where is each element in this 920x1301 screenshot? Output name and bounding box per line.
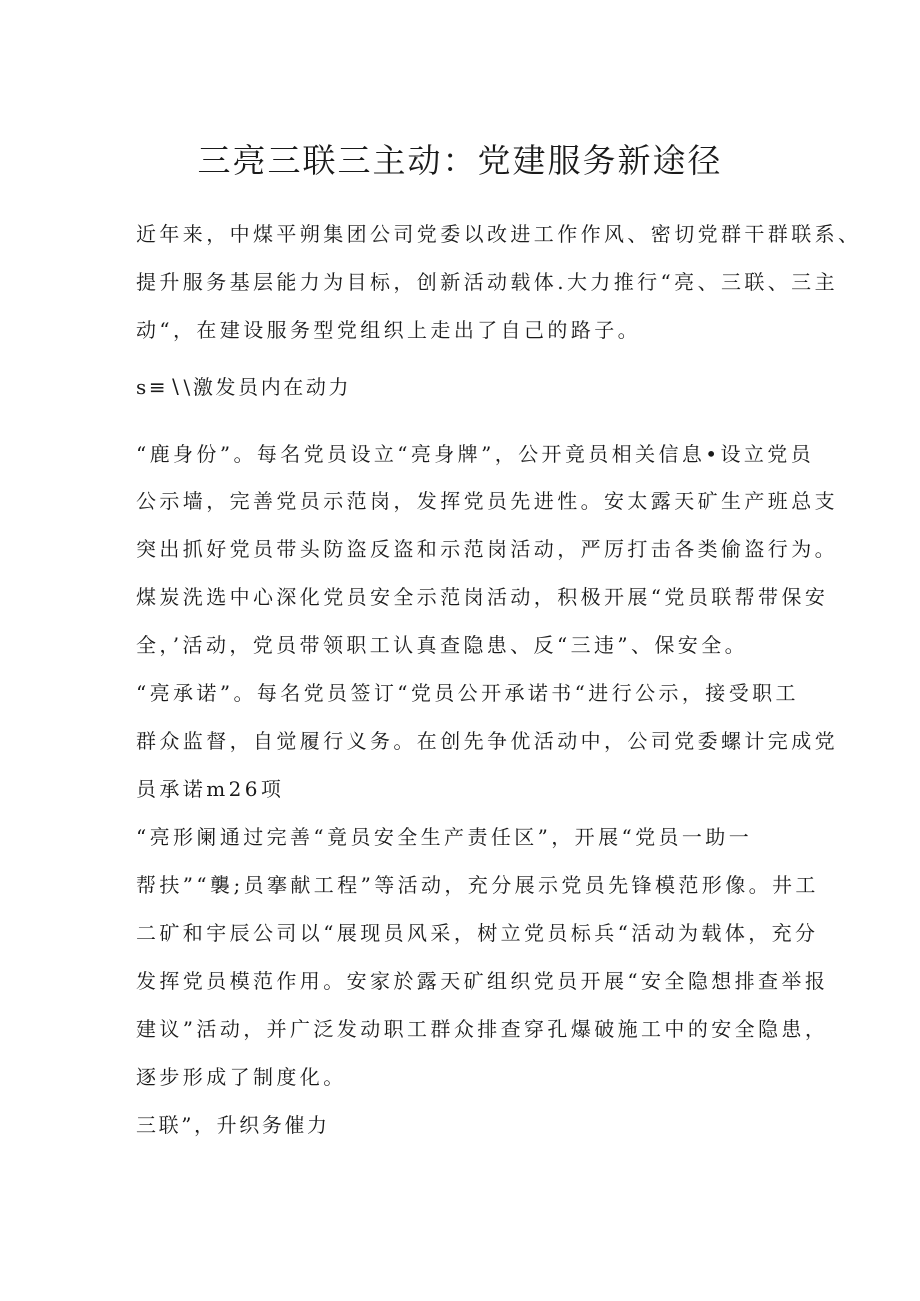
image-line-1: “亮形阑通过完善“竟员安全生产责任区”，开展“党员一助一: [136, 825, 753, 849]
image-line-2: 帮扶”“襲;员搴献工程”等活动，充分展示党员先锋模范形像。井工: [136, 873, 819, 897]
intro-line-1: 近年来，中煤平朔集团公司党委以改进工作作风、密切党群干群联系、: [136, 222, 862, 246]
identity-line-5: 全，’活动，党员带领职工认真查隐患、反“三违”、保安全。: [136, 633, 749, 657]
section-heading-1: s≡∖\激发员内在动力: [136, 375, 352, 399]
image-line-5: 建议”活动，并广泛发动职工群众排查穿孔爆破施工中的安全隐患，: [136, 1017, 829, 1041]
image-line-3: 二矿和宇辰公司以“展现员风采，树立党员标兵“活动为载体，充分: [136, 921, 819, 945]
document-title: 三亮三联三主动：党建服务新途径: [197, 141, 723, 180]
identity-line-1: “鹿身份”。每名党员设立“亮身牌”，公开竟员相关信息•设立党员: [136, 442, 815, 466]
promise-line-3: 员承诺m26项: [136, 777, 285, 801]
promise-line-1: “亮承诺”。每名党员签订“党员公开承诺书“进行公示，接受职工: [136, 681, 799, 705]
promise-line-2: 群众监督，自觉履行义务。在创先争优活动中，公司党委螺计完成党: [136, 729, 838, 753]
section-heading-2: 三联”，升织务催力: [136, 1113, 330, 1137]
intro-line-3: 动“，在建设服务型党组织上走出了自己的路子。: [136, 318, 642, 342]
image-line-4: 发挥党员模范作用。安家於露天矿组织党员开展“安全隐想排查举报: [136, 969, 829, 993]
identity-line-2: 公示墙，完善党员示范岗，发挥党员先进性。安太露天矿生产班总支: [136, 489, 838, 513]
image-line-6: 逐步形成了制度化。: [136, 1065, 347, 1089]
identity-line-3: 突出抓好党员带头防盗反盗和示范岗活动，严厉打击各类偷盗行为。: [136, 537, 838, 561]
identity-line-4: 煤炭洗选中心深化党员安全示范岗活动，积极开展“党员联帮带保安: [136, 585, 829, 609]
intro-line-2: 提升服务基层能力为目标，创新活动载体.大力推行“亮、三联、三主: [136, 270, 838, 294]
